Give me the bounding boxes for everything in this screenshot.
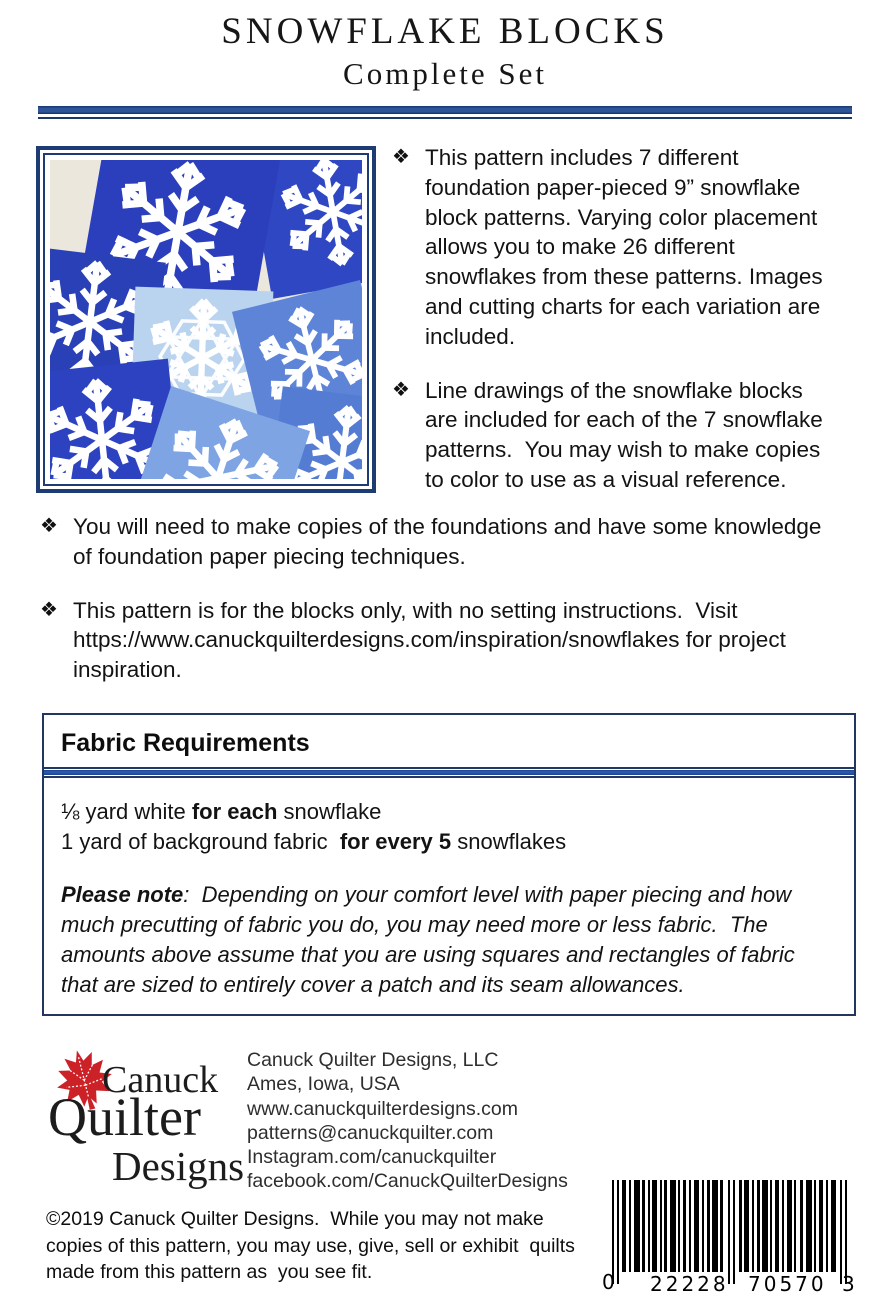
requirement-text: 1 yard of background fabric [61, 829, 340, 854]
bullet-line: and cutting charts for each variation are [425, 293, 821, 319]
note-lead: Please note [61, 882, 184, 907]
canuck-quilter-logo [46, 1046, 266, 1201]
bullet-line: are included for each of the 7 snowflake [425, 407, 823, 433]
contact-info [247, 1048, 568, 1194]
bullet-line: snowflakes from these patterns. Images [425, 264, 823, 290]
bullet-item [40, 512, 852, 572]
requirement-text: snowflake [277, 799, 382, 824]
contact-email: patterns@canuckquilter.com [247, 1121, 494, 1144]
diamond-bullet-icon: ❖ [392, 146, 410, 168]
bullet-line: to color to use as a visual reference. [425, 466, 787, 492]
bullet-line: block patterns. Varying color placement [425, 204, 818, 230]
requirement-line [61, 827, 836, 857]
bullet-text [73, 596, 786, 685]
bullet-line: This pattern includes 7 different [425, 145, 739, 170]
contact-facebook: facebook.com/CanuckQuilterDesigns [247, 1170, 568, 1193]
contact-website: www.canuckquilterdesigns.com [247, 1097, 518, 1120]
page-subtitle: Complete Set [343, 56, 547, 91]
fabric-requirements-box [42, 713, 856, 1016]
bullet-line: included. [425, 323, 516, 349]
contact-instagram: Instagram.com/canuckquilter [247, 1146, 497, 1169]
bullet-line: foundation paper-pieced 9” snowflake [425, 174, 801, 200]
note-line: amounts above assume that you are using squares and rectangles of fabric [61, 942, 795, 967]
intro-bullets-column [392, 143, 868, 495]
barcode-digit: 3 [842, 1272, 855, 1296]
logo-word-canuck: Canuck [102, 1059, 219, 1101]
notes-bullets [40, 512, 852, 685]
bullet-item [392, 376, 868, 495]
requirement-line [61, 797, 836, 827]
snowflake-blocks-photo [50, 160, 362, 479]
bullet-item [392, 143, 868, 352]
page-title: SNOWFLAKE BLOCKS [221, 11, 669, 52]
logo-word-designs: Designs [112, 1143, 245, 1189]
divider-thick-bar [38, 106, 852, 114]
title-divider-rule [38, 106, 852, 119]
bullet-line: You will need to make copies of the foundations and have some knowledge [73, 514, 822, 539]
copyright-line: made from this pattern as you see fit. [46, 1261, 373, 1283]
copyright-line: ©2019 Canuck Quilter Designs. While you may not make [46, 1208, 544, 1230]
bullet-line: allows you to make 26 different [425, 234, 735, 260]
fabric-divider-rule [44, 767, 854, 778]
diamond-bullet-icon: ❖ [40, 515, 58, 537]
bullet-item [40, 596, 852, 685]
bullet-line: of foundation paper piecing techniques. [73, 543, 466, 569]
bullet-text [425, 376, 823, 495]
bullet-line: Line drawings of the snowflake blocks [425, 377, 803, 403]
upc-barcode [604, 1180, 856, 1295]
divider-thin-line [38, 117, 852, 119]
please-note [61, 880, 836, 1000]
note-line [61, 880, 836, 910]
requirement-text: snowflakes [451, 829, 567, 854]
bullet-line-url: https://www.canuckquilterdesigns.com/inspiration/snowflakes for project [73, 627, 786, 653]
bullet-text [73, 512, 821, 572]
barcode-digit: 0 [602, 1270, 615, 1294]
requirement-text: ⅛ yard white [61, 799, 192, 824]
fabric-requirements-body [44, 778, 854, 1000]
requirement-bold: for each [191, 799, 278, 824]
copyright-line: copies of this pattern, you may use, give, sell or exhibit quilts [46, 1234, 575, 1257]
bullet-text [425, 143, 823, 352]
contact-location: Ames, Iowa, USA [247, 1073, 400, 1096]
contact-company: Canuck Quilter Designs, LLC [247, 1049, 499, 1071]
bullet-line: patterns. You may wish to make copies [425, 437, 821, 463]
barcode-digit: 22228 [650, 1272, 729, 1296]
bullet-line: inspiration. [73, 657, 182, 683]
copyright-text [46, 1206, 575, 1286]
note-line: that are sized to entirely cover a patch and its seam allowances. [61, 972, 685, 997]
note-text: : Depending on your comfort level with paper piecing and how [183, 882, 792, 907]
diamond-bullet-icon: ❖ [392, 378, 410, 401]
note-line: much precutting of fabric you do, you may need more or less fabric. The [61, 912, 768, 937]
bullet-line: This pattern is for the blocks only, with no setting instructions. Visit [73, 597, 738, 623]
photo-inner-frame [43, 153, 369, 486]
logo-word-quilter: Quilter [48, 1087, 201, 1147]
fabric-requirements-title: Fabric Requirements [61, 729, 310, 757]
diamond-bullet-icon: ❖ [40, 598, 58, 621]
barcode-digit: 70570 [748, 1272, 827, 1296]
photo-frame [36, 146, 376, 493]
requirement-bold: for every 5 [339, 829, 452, 854]
